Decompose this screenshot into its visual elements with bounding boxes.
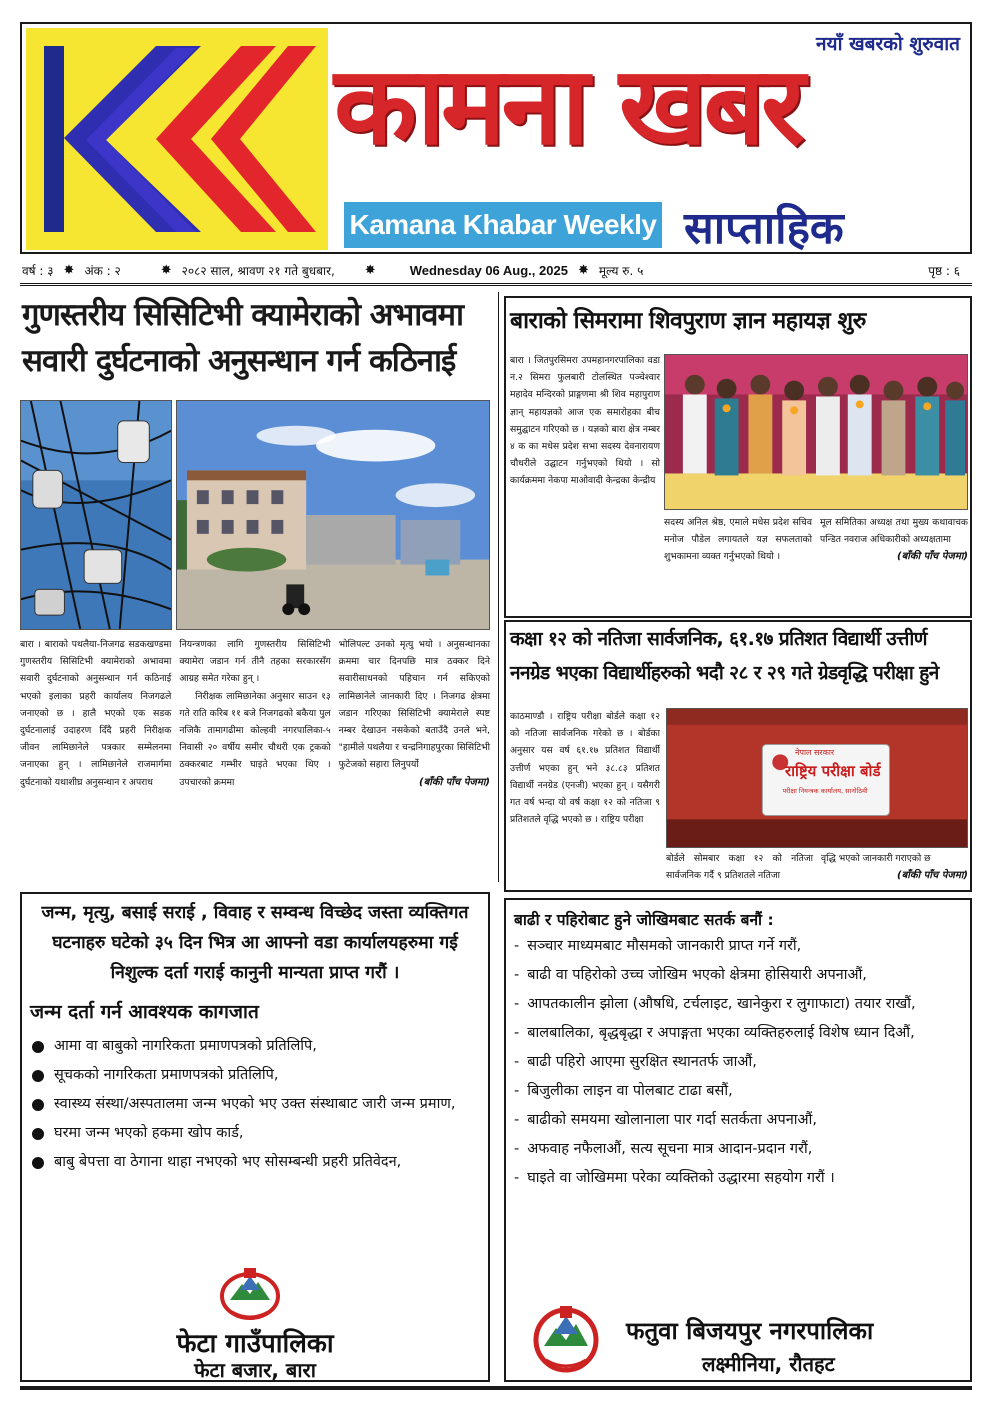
dash-icon: - (514, 1054, 520, 1070)
nepali-date: २०८२ साल, श्रावण २१ गते बुधबार, (181, 264, 335, 278)
body-col-1: बारा । बाराको पथलैया-निजगढ सडकखण्डमा गुणस्तरीय सिसिटिभी क्यामेराको अभावमा सवारी दुर्घटनाको अनुसन्धान गर्न कठिनाई भएको इलाका प्रहरी कार्यालय निजगढले जनाएको छ । हालै भएको एक सडक दुर्घटनालाई उदाहरण दिँदै प्रहरी निरीक्षक जीवन लामिछानेले पत्रकार सम्मेलनमा जनाएका हुन् । लामिछानेले राजमार्गमा दुर्घटनाको यथाशीघ्र अनुसन्धान र अपराध (20, 639, 172, 788)
list-item (514, 1050, 962, 1075)
flood-alert-notice (504, 898, 972, 1382)
dash-icon: - (514, 938, 520, 954)
list-item-text: बाढीको समयमा खोलानाला पार गर्दा सतर्कता अपनाऔं, (527, 1112, 817, 1128)
cctv-photo (20, 400, 172, 630)
story-body (664, 514, 968, 566)
organization-address: फेटा बजार, बारा (194, 1358, 316, 1382)
headline-line-2: ननग्रेड भएका विद्यार्थीहरुको भदौ २८ र २९ गते ग्रेडवृद्धि परीक्षा हुने (510, 662, 939, 684)
list-item-text: बाबु बेपत्ता वा ठेगाना थाहा नभएको भए सोसम्बन्धी प्रहरी प्रतिवेदन, (54, 1154, 402, 1170)
body-col-3-text: वृद्धि भएको जानकारी गराएको छ (821, 853, 931, 864)
weekly-english-label: Kamana Khabar Weekly (344, 202, 662, 248)
body-col-3-text: भोलिपल्ट उनको मृत्यु भयो । अनुसन्धानका क्रममा चार दिनपछि मात्र ठक्कर दिने सवारीसाधनको पहिचान गर्न सकिएको लामिछानेले जानकारी दिए । निजगढ क्षेत्रमा जडान गरिएका सिसिटिभी क्यामेराले स्पष्ट नम्बर देखाउन नसकेको बताउँदै उनले भने, "हामीले पथलैया र चन्द्रनिगाहपुरका सिसिटिभी फुटेजको सहारा लिनुपर्यो (338, 639, 490, 771)
star-icon: ✸ (160, 263, 172, 278)
list-item (514, 1079, 962, 1104)
organization-name: फतुवा बिजयपुर नगरपालिका (626, 1317, 874, 1345)
bullet-icon (32, 1157, 44, 1169)
list-item (32, 1063, 480, 1088)
body-col-2-para-2: निरीक्षक लामिछानेका अनुसार साउन १३ गते राति करिब ११ बजे निजगढको बकैया पुल नजिकै तामागढीमा कोल्हवी नगरपालिका-५ निवासी २० वर्षीय समीर चौधरी एक ट्रकको ठक्करबाट गम्भीर घाइते भएका थिए । उपचारको क्रममा (179, 690, 331, 788)
list-item-text: सूचकको नागरिकता प्रमाणपत्रको प्रतिलिपि, (54, 1067, 279, 1083)
story-photos (20, 400, 490, 630)
list-item-text: आमा वा बाबुको नागरिकता प्रमाणपत्रको प्रतिलिपि, (54, 1038, 317, 1054)
list-item (32, 1034, 480, 1059)
body-col-3 (820, 514, 968, 566)
registration-notice (20, 892, 490, 1382)
notice-subheading: जन्म दर्ता गर्न आवश्यक कागजात (30, 1001, 259, 1023)
dash-icon: - (514, 967, 520, 983)
newspaper-title: कामना खबर (334, 44, 802, 169)
list-item (514, 1108, 962, 1133)
sign-subtitle: परीक्षा नियन्त्रक कार्यालय, सानोठिमी (782, 787, 868, 795)
cctv-story (20, 292, 490, 884)
body-col-2-para-1: नियन्त्रणका लागि गुणस्तरीय सिसिटिभी क्यामेरा जडान गर्न तीनै तहका सरकारसँग आग्रह समेत गरेका हुन् । (179, 639, 331, 685)
english-date: Wednesday 06 Aug., 2025 (409, 263, 568, 278)
list-item (514, 1137, 962, 1162)
list-item (514, 934, 962, 959)
star-icon: ✸ (577, 263, 589, 278)
nepal-emblem-icon (218, 1264, 282, 1322)
story-headline: बाराको सिमरामा शिवपुराण ज्ञान महायज्ञ शुरु (510, 308, 866, 334)
continued-note: (बाँकी पाँच पेजमा) (419, 776, 490, 788)
notice-intro: जन्म, मृत्यु, बसाई सराई , विवाह र सम्वन्ध विच्छेद जस्ता व्यक्तिगत घटनाहरु घटेको ३५ दिन भित्र आ आफ्नो वडा कार्यालयहरुमा गई निशुल्क दर्ता गराई कानुनी मान्यता प्राप्त गरौं । (41, 903, 469, 983)
tagline: नयाँ खबरको शुरुवात (816, 33, 960, 55)
star-icon: ✸ (364, 263, 376, 278)
story-lead: बारा । जितपुरसिमरा उपमहानगरपालिका वडा न.२ सिमरा फुलबारी टोलस्थित पञ्चेश्वार महादेव मन्दिरको प्राङ्गणमा श्री शिव महापुराण ज्ञान् महायज्ञको आज एक समारोहका बीच समुद्घाटन गरिएको छ । यज्ञको बारा क्षेत्र नम्बर ४ क का मधेस प्रदेश सभा सदस्य देवनारायण चौधरीले उद्घाटन गर्नुभएको थियो । सो कार्यक्रममा नेकपा माओवादी केन्द्रका केन्द्रीय (510, 355, 660, 487)
list-item-text: बिजुलीका लाइन वा पोलबाट टाढा बसौं, (527, 1083, 733, 1099)
body-col-2 (179, 636, 330, 791)
column-divider (498, 292, 499, 882)
newspaper-page (20, 22, 972, 1382)
body-col-2: सदस्य अनिल श्रेष्ठ, एमाले मधेस प्रदेश सचिव मनोज पौडेल लगायतले यज्ञ सफलताको शुभकामना व्यक्त गर्नुभएको थियो । (664, 517, 812, 563)
story-lead: काठमाण्डौ । राष्ट्रिय परीक्षा बोर्डले कक्षा १२ को नतिजा सार्वजनिक गरेको छ । बोर्डका अनुसार यस वर्ष ६१.१७ प्रतिशत विद्यार्थी उत्तीर्ण भएका हुन् भने ३८.८३ प्रतिशत विद्यार्थी ननग्रेड (एनजी) भएका हुन् । यसैगरी गत वर्ष भन्दा यो वर्ष कक्षा १२ को नतिजा ९ प्रतिशतले वृद्धि भएको छ । राष्ट्रिय परीक्षा (510, 711, 660, 826)
kk-logo (26, 28, 328, 250)
list-item (514, 992, 962, 1017)
story-headline (20, 292, 490, 384)
dash-icon: - (514, 996, 520, 1012)
list-item (32, 1121, 480, 1146)
list-item-text: घाइते वा जोखिममा परेका व्यक्तिको उद्धारमा सहयोग गरौं । (527, 1170, 835, 1186)
weekly-nepali-label: साप्ताहिक (684, 203, 844, 254)
list-item (32, 1150, 480, 1175)
issue-info-bar (20, 258, 972, 286)
story-headline (506, 622, 970, 690)
kk-logo-graphic (26, 28, 328, 250)
list-item-text: सञ्चार माध्यमबाट मौसमको जानकारी प्राप्त गर्ने गरौं, (527, 938, 802, 954)
list-item-text: बाढी वा पहिरोको उच्च जोखिम भएको क्षेत्रमा होसियारी अपनाऔं, (527, 967, 867, 983)
continued-note: (बाँकी पाँच पेजमा) (897, 551, 968, 563)
precaution-list (506, 932, 970, 1191)
headline-line-2: सवारी दुर्घटनाको अनुसन्धान गर्न कठिनाई (22, 343, 456, 379)
dash-icon: - (514, 1141, 520, 1157)
masthead (20, 22, 972, 254)
dash-icon: - (514, 1083, 520, 1099)
list-item-text: अफवाह नफैलाऔं, सत्य सूचना मात्र आदान-प्रदान गरौं, (527, 1141, 813, 1157)
shivpuran-story (504, 296, 972, 618)
organization-name: फेटा गाउँपालिका (176, 1329, 334, 1359)
body-col-3 (339, 636, 490, 791)
list-item-text: बालबालिका, बृद्धबृद्धा र अपाङ्गता भएका व्यक्तिहरुलाई विशेष ध्यान दिऔं, (527, 1025, 915, 1041)
list-item-text: आपतकालीन झोला (औषधि, टर्चलाइट, खानेकुरा र लुगाफाटा) तयार राखौं, (527, 996, 916, 1012)
list-item-text: बाढी पहिरो आएमा सुरक्षित स्थानतर्फ जाऔं, (527, 1054, 757, 1070)
headline-line-1: गुणस्तरीय सिसिटिभी क्यामेराको अभावमा (22, 297, 464, 333)
exam-result-story (504, 620, 972, 892)
list-item (514, 963, 962, 988)
headline-line-1: कक्षा १२ को नतिजा सार्वजनिक, ६१.१७ प्रतिशत विद्यार्थी उत्तीर्ण (510, 628, 927, 650)
body-col-2: बोर्डले सोमबार कक्षा १२ को नतिजा सार्वजनिक गर्दै ९ प्रतिशतले नतिजा (666, 853, 813, 882)
list-item-text: घरमा जन्म भएको हकमा खोप कार्ड, (54, 1125, 244, 1141)
bullet-icon (32, 1070, 44, 1082)
body-col-3-text: मूल समितिका अध्यक्ष तथा मुख्य कथावाचक पन्डित नवराज अधिकारीको अध्यक्षतामा (820, 517, 968, 546)
bullet-icon (32, 1128, 44, 1140)
ceremony-photo (664, 354, 968, 510)
price: मूल्य रु. ५ (598, 264, 644, 278)
sign-title: राष्ट्रिय परीक्षा बोर्ड (785, 762, 881, 780)
story-body (666, 850, 968, 884)
organization-address: लक्ष्मीनिया, रौतहट (702, 1352, 835, 1376)
exam-board-photo (666, 708, 968, 848)
body-col-3 (821, 850, 968, 884)
notice-heading: बाढी र पहिरोबाट हुने जोखिमबाट सतर्क बनौं : (514, 911, 774, 929)
story-body (20, 636, 490, 791)
bottom-rule (20, 1386, 972, 1390)
list-item-text: स्वास्थ्य संस्था/अस्पतालमा जन्म भएको भए उक्त संस्थाबाट जारी जन्म प्रमाण, (54, 1096, 456, 1112)
list-item (514, 1021, 962, 1046)
page-number: पृष्ठ : ६ (928, 264, 960, 278)
dash-icon: - (514, 1170, 520, 1186)
bullet-icon (32, 1041, 44, 1053)
document-list (22, 1030, 488, 1175)
star-icon: ✸ (63, 263, 75, 278)
issue-number: अंक : २ (84, 264, 121, 278)
volume: वर्ष : ३ (22, 264, 54, 278)
list-item (32, 1092, 480, 1117)
continued-note: (बाँकी पाँच पेजमा) (897, 870, 968, 882)
dash-icon: - (514, 1112, 520, 1128)
road-photo (176, 400, 490, 630)
bullet-icon (32, 1099, 44, 1111)
sign-small-text: नेपाल सरकार (795, 748, 835, 757)
nepal-emblem-icon (530, 1302, 602, 1374)
dash-icon: - (514, 1025, 520, 1041)
list-item (514, 1166, 962, 1191)
